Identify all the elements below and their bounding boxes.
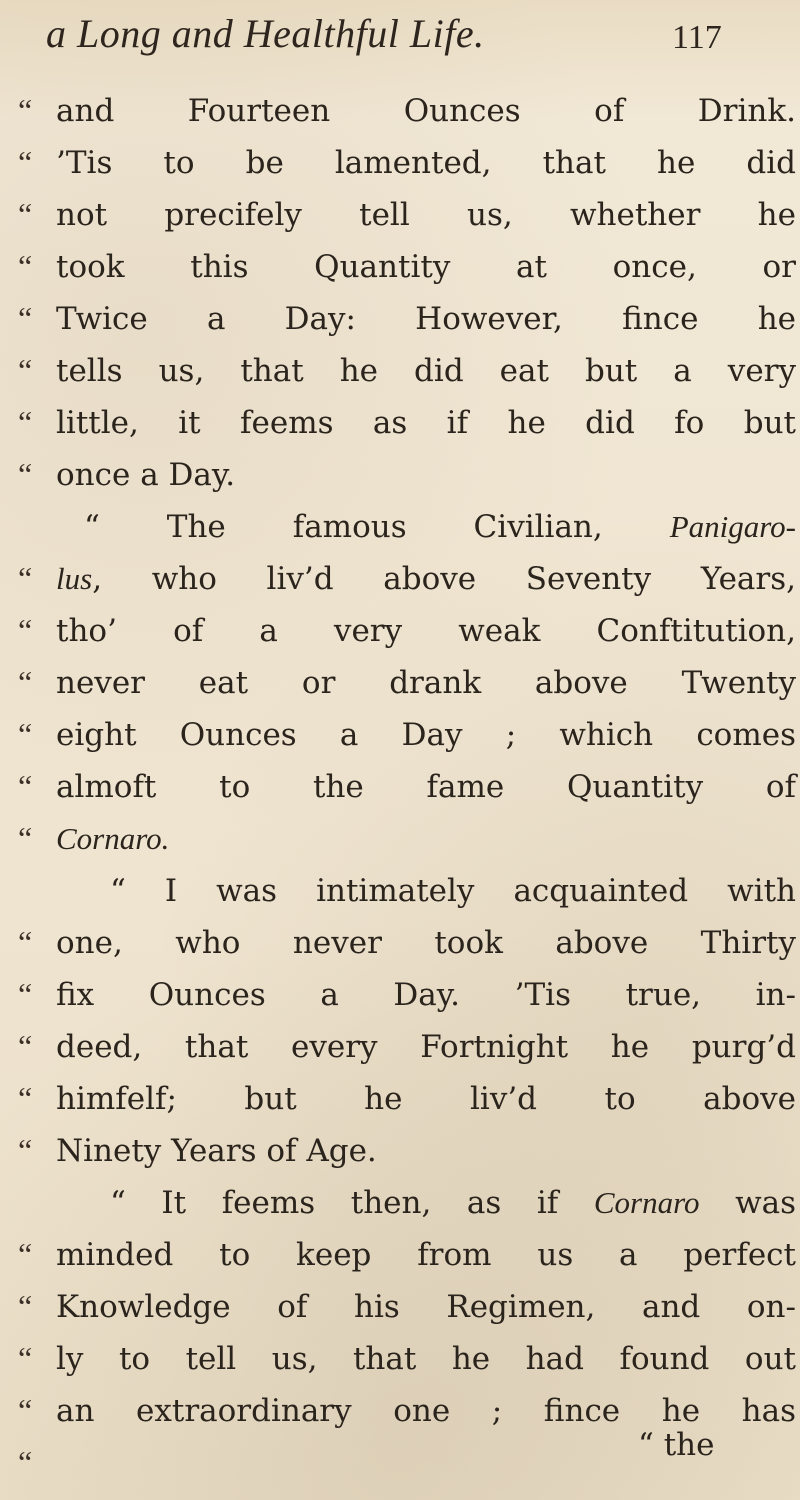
text-line: not precifely tell us, whether he <box>56 197 796 233</box>
margin-quote: “ <box>18 1080 33 1116</box>
text-line: tho’ of a very weak Conftitution, <box>56 613 796 649</box>
margin-quote: “ <box>18 976 33 1012</box>
margin-quote: “ <box>18 300 33 336</box>
margin-quote: “ <box>18 404 33 440</box>
text-line: tells us, that he did eat but a very <box>56 353 796 389</box>
text-line: ’Tis to be lamented, that he did <box>56 145 796 181</box>
margin-quote: “ <box>18 664 33 700</box>
line-text: , who liv’d above Seventy Years, <box>92 561 796 597</box>
text-line: almoft to the fame Quantity of <box>56 769 796 805</box>
margin-quote: “ <box>18 1288 33 1324</box>
text-line <box>84 500 796 554</box>
italic-name: Cornaro. <box>56 821 170 856</box>
line-text: was <box>699 1185 797 1221</box>
running-title: a Long and Healthful Life. <box>46 11 485 56</box>
margin-quote: “ <box>18 1340 33 1376</box>
text-line: one, who never took above Thirty <box>56 925 796 961</box>
margin-quote: “ <box>18 1132 33 1168</box>
page-number: 117 <box>672 19 722 56</box>
text-line: Ninety Years of Age. <box>56 1133 377 1169</box>
italic-name: Cornaro <box>593 1185 700 1220</box>
text-line: never eat or drank above Twenty <box>56 665 796 701</box>
text-line: deed, that every Fortnight he purg’d <box>56 1029 796 1065</box>
italic-name: Panigaro- <box>669 509 796 544</box>
text-line: minded to keep from us a perfect <box>56 1237 796 1273</box>
margin-quote: “ <box>18 456 33 492</box>
text-line: an extraordinary one ; fince he has <box>56 1393 796 1429</box>
italic-name: lus <box>56 561 93 596</box>
text-line: “ I was intimately acquainted with <box>110 873 796 909</box>
margin-quote: “ <box>18 820 33 856</box>
margin-quote: “ <box>18 768 33 804</box>
margin-quote: “ <box>18 1028 33 1064</box>
text-line: took this Quantity at once, or <box>56 249 796 285</box>
margin-quote: “ <box>18 144 33 180</box>
text-line <box>110 1176 796 1230</box>
text-line: Knowledge of his Regimen, and on- <box>56 1289 796 1325</box>
margin-quote: “ <box>18 1236 33 1272</box>
text-line: and Fourteen Ounces of Drink. <box>56 93 796 129</box>
text-line <box>56 552 796 606</box>
catchword: “ the <box>638 1427 715 1463</box>
text-line: little, it feems as if he did fo but <box>56 405 796 441</box>
margin-quote: “ <box>18 924 33 960</box>
text-line: ly to tell us, that he had found out <box>56 1341 796 1377</box>
line-text: “ It feems then, as if <box>110 1185 594 1221</box>
margin-quote: “ <box>18 196 33 232</box>
text-line: Twice a Day: However, fince he <box>56 301 796 337</box>
margin-quote: “ <box>18 248 33 284</box>
line-text: “ The famous Civilian, <box>84 509 670 545</box>
margin-quote: “ <box>18 1392 33 1428</box>
text-line: once a Day. <box>56 457 236 493</box>
text-line: fix Ounces a Day. ’Tis true, in- <box>56 977 796 1013</box>
margin-quote: “ <box>18 92 33 128</box>
margin-quote: “ <box>18 560 33 596</box>
text-line: eight Ounces a Day ; which comes <box>56 717 796 753</box>
margin-quote: “ <box>18 1444 33 1480</box>
text-line: himfelf; but he liv’d to above <box>56 1081 796 1117</box>
margin-quote: “ <box>18 612 33 648</box>
text-line <box>56 812 796 866</box>
margin-quote: “ <box>18 352 33 388</box>
margin-quote: “ <box>18 716 33 752</box>
